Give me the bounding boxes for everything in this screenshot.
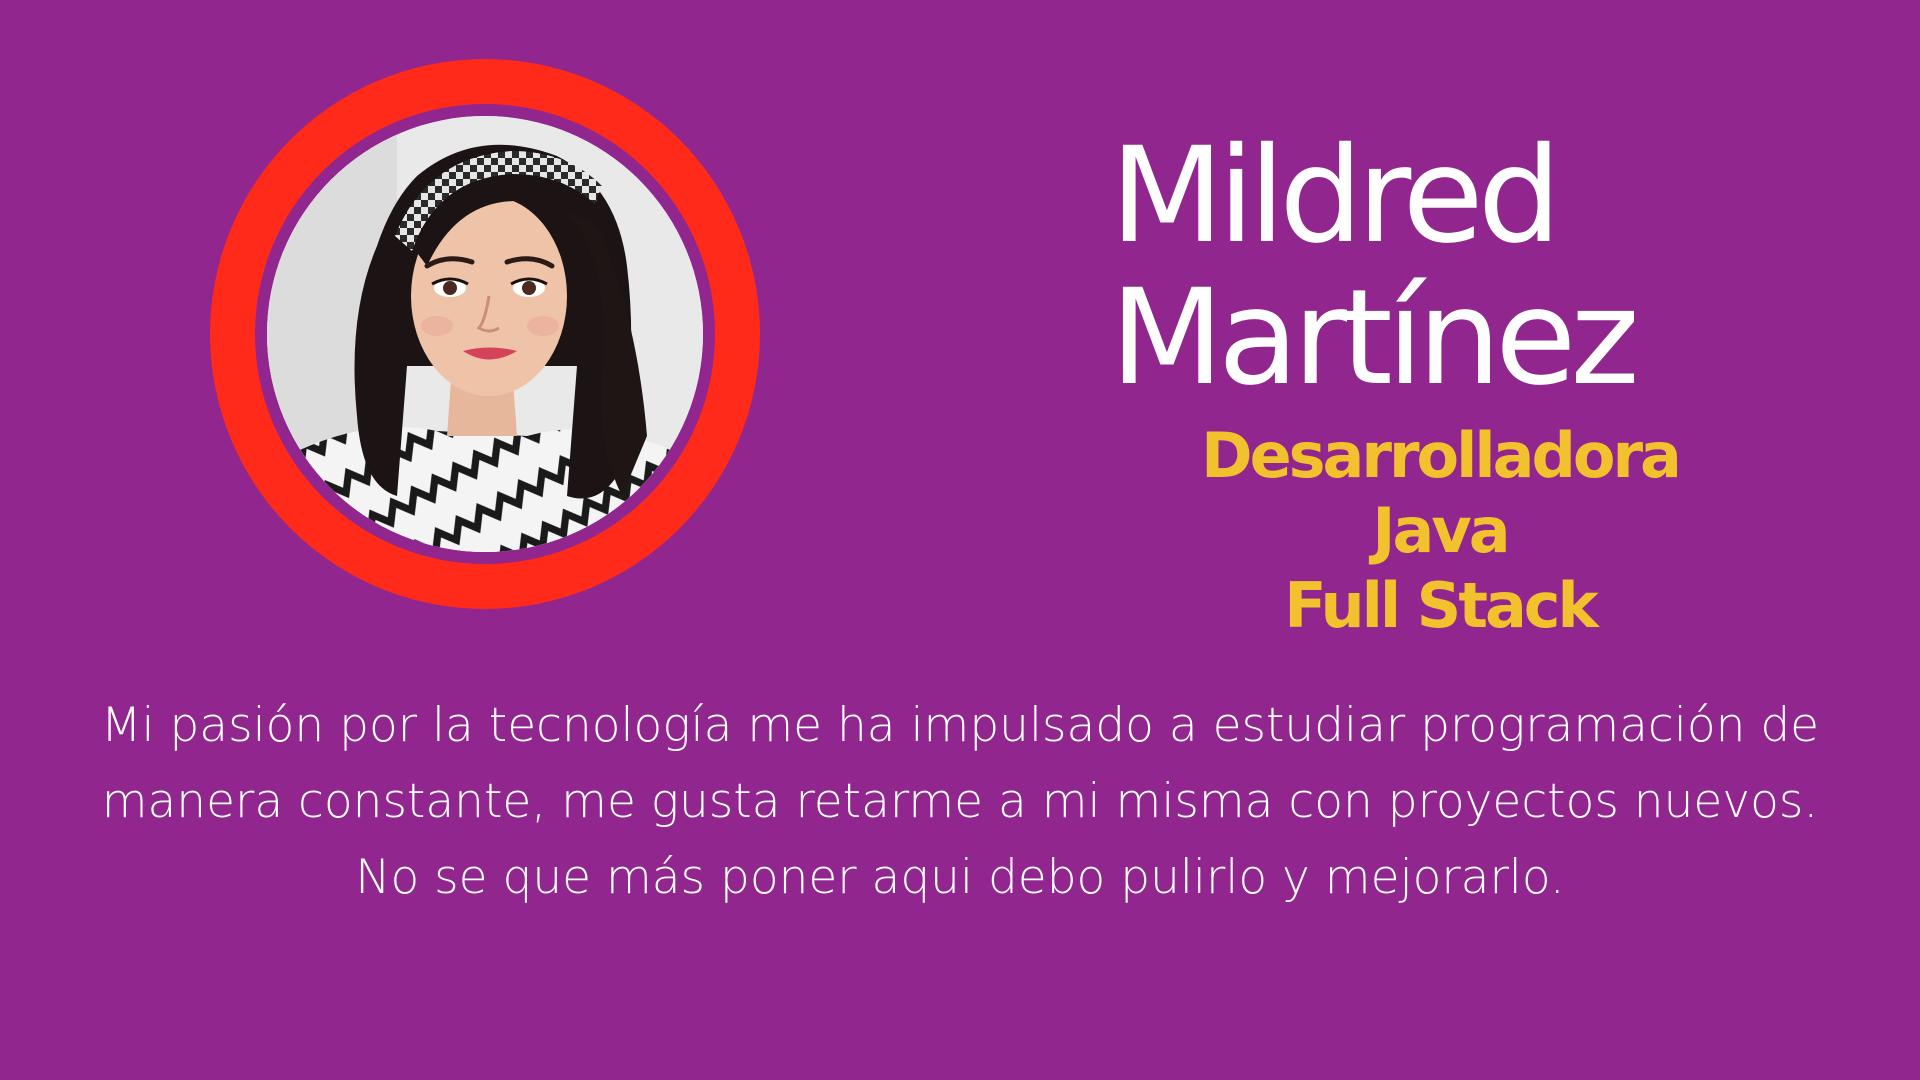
last-name: Martínez: [1110, 261, 1634, 415]
portrait-image: [267, 116, 703, 552]
first-name: Mildred: [1110, 119, 1556, 273]
avatar-ring: [210, 59, 760, 609]
bio-line-1: Mi pasión por la tecnología me ha impulsado a estudiar programación de: [100, 698, 1820, 753]
role-line-2: Full Stack: [1284, 569, 1596, 642]
role-line-1: Desarrolladora Java: [1201, 419, 1679, 567]
profile-role: [1140, 418, 1740, 643]
avatar-border: [255, 104, 715, 564]
bio-line-2: manera constante, me gusta retarme a mi misma con proyectos nuevos.: [101, 774, 1819, 829]
avatar: [267, 116, 703, 552]
profile-bio: [40, 688, 1880, 916]
profile-name: [1110, 119, 1810, 415]
bio-line-3: No se que más poner aqui debo pulirlo y mejorarlo.: [355, 850, 1565, 905]
